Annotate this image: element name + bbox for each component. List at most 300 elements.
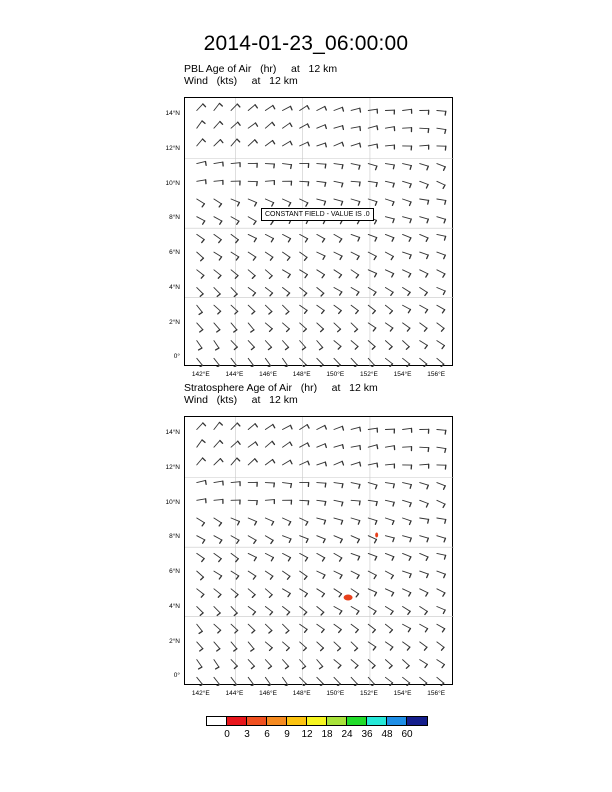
wind-barb [317,323,324,332]
wind-barb [317,642,324,651]
wind-barb [265,105,274,110]
wind-barb [351,288,359,296]
lat-tick-label: 2°N [169,318,180,326]
wind-barb [214,305,221,314]
wind-barb [334,181,343,187]
wind-barb [420,110,429,114]
wind-barb [368,553,376,560]
wind-barb [420,128,429,132]
wind-barb [403,288,411,296]
wind-barb [214,358,220,367]
wind-barb [334,126,343,130]
wind-barb [197,571,204,580]
lat-tick-label: 10°N [165,498,180,506]
wind-barb [351,234,359,241]
colorbar-box [267,717,287,725]
wind-barb [437,660,445,668]
wind-barb [283,589,291,597]
lon-tick-label: 146°E [259,371,277,378]
wind-barb [300,106,309,111]
wind-barb [420,553,428,560]
wind-barb [403,109,412,113]
wind-barb [334,483,343,488]
wind-barb [334,461,344,465]
wind-barb [317,341,323,350]
wind-barb [300,124,309,128]
wind-barb [283,500,292,504]
wind-barb [368,181,377,186]
wind-barb [197,440,205,447]
wind-barb [317,462,326,466]
wind-barb [437,234,446,240]
wind-barb [248,217,256,225]
colorbar-box [367,717,387,725]
wind-barb [214,288,220,297]
wind-barb [197,323,203,332]
wind-barb [351,199,360,205]
wind-barb [420,677,427,685]
wind-barb [231,323,237,332]
wind-barb [385,446,394,450]
wind-barb [317,143,326,147]
wind-barb [420,447,429,451]
wind-barb [368,288,376,296]
wind-barb [368,234,376,241]
wind-barb [265,164,274,168]
wind-barb [214,323,220,332]
wind-barb [283,624,289,633]
wind-barb [420,270,428,277]
wind-barb [317,500,326,505]
wind-barb [368,358,374,367]
wind-barb [351,305,358,313]
wind-barbs [197,103,446,367]
wind-barb [385,199,394,205]
wind-barb [300,553,308,561]
wind-barb [231,341,237,350]
wind-barb [351,483,360,489]
lon-tick-label: 152°E [360,690,378,697]
wind-barb [265,536,273,544]
wind-barb [368,624,375,632]
colorbar-box [247,717,267,725]
wind-barb [317,305,324,313]
wind-barb [197,252,204,261]
lon-tick-label: 152°E [360,371,378,378]
wind-barb [385,127,394,131]
wind-barb [248,140,257,146]
wind-barb [283,642,290,651]
wind-barb [265,500,274,504]
wind-barb [385,571,393,579]
wind-barb [334,107,343,111]
wind-barb [300,443,309,447]
wind-barb [334,199,343,205]
wind-barb [283,553,291,560]
wind-barb [351,624,358,632]
wind-barb [351,341,358,350]
wind-barb [231,234,238,242]
panel1-title-line1: PBL Age of Air (hr) at 12 km [184,63,338,75]
wind-barb [283,536,291,543]
wind-barb [351,446,360,450]
wind-barb [248,234,256,241]
wind-barb [385,429,394,433]
wind-barb [248,341,254,350]
wind-barb [317,660,323,669]
wind-barb [248,323,254,332]
wind-barb [300,288,307,296]
panel1-map [184,97,453,366]
wind-barb [437,199,446,204]
wind-barb [231,660,237,669]
wind-barb [385,145,394,149]
wind-barb [334,305,341,313]
wind-barb [265,323,272,332]
wind-barb [385,234,393,241]
wind-barb [351,553,359,560]
wind-barb [214,180,223,184]
wind-barb [265,441,274,447]
wind-barb [368,660,375,669]
wind-barb [437,483,445,490]
colorbar [206,716,428,726]
colorbar-box [407,717,427,725]
wind-barb [403,518,412,524]
wind-barb [197,518,205,526]
colorbar-box [347,717,367,725]
wind-barb [197,589,204,597]
wind-barb [283,341,289,350]
wind-barb [351,108,360,112]
wind-barb [437,288,445,295]
wind-barb [248,607,255,615]
wind-barb [283,425,292,429]
wind-barb [265,607,272,615]
wind-barb [231,536,239,544]
wind-barb [437,181,445,188]
wind-barb [300,571,307,579]
lon-tick-label: 148°E [292,371,311,378]
wind-barb [317,571,325,578]
wind-barb [437,270,445,277]
wind-barb [265,571,272,579]
wind-barb [283,270,291,278]
panel2-svg [185,417,454,686]
colorbar-label: 48 [381,729,393,740]
wind-barb [248,442,257,447]
wind-barb [351,358,357,367]
colorbar-box [307,717,327,725]
wind-barb [197,423,206,430]
lat-tick-label: 8°N [169,533,180,541]
wind-barb [265,677,270,686]
wind-barb [300,483,309,487]
wind-barb [437,571,445,578]
wind-barb [197,180,206,184]
colorbar-label: 24 [341,729,353,740]
wind-barb [283,518,291,525]
wind-barb [437,128,446,133]
wind-barb [368,571,376,578]
wind-barb [385,677,392,685]
lon-tick-label: 156°E [427,690,446,697]
panel2-title-line1: Stratosphere Age of Air (hr) at 12 km [184,382,378,394]
wind-barb [403,234,411,241]
main-title: 2014-01-23_06:00:00 [203,32,409,55]
wind-barb [385,536,394,542]
wind-barb [437,429,446,434]
wind-barb [214,571,222,579]
wind-barb [351,571,359,578]
panel2-title-line2: Wind (kts) at 12 km [184,394,298,406]
wind-barb [420,536,429,542]
wind-barb [334,660,341,668]
wind-barb [214,607,220,616]
wind-barb [248,270,255,279]
wind-barb [317,270,325,278]
wind-barb [437,217,446,223]
wind-barb [403,428,412,432]
lon-tick-label: 154°E [393,371,412,378]
wind-barb [317,234,325,242]
wind-barb [334,426,343,430]
wind-barb [300,589,308,597]
wind-barb [265,341,271,350]
wind-barb [248,660,254,669]
wind-barb [351,518,360,524]
wind-barb [420,358,427,366]
wind-barb [300,305,307,313]
panel2-map [184,416,453,685]
wind-barb [300,323,307,332]
wind-barb [368,589,376,596]
wind-barb [197,480,206,484]
wind-barb [300,164,309,168]
wind-barb [334,445,343,449]
wind-barb [385,589,393,596]
wind-barb [403,500,412,506]
wind-barb [300,142,310,146]
wind-barb [300,642,307,651]
wind-barb [420,181,428,188]
wind-barb [368,270,376,277]
wind-barb [317,624,324,632]
wind-barb [385,181,394,187]
wind-barb [317,252,325,259]
wind-barb [197,536,205,543]
wind-barb [334,553,342,561]
wind-barb [265,181,274,185]
colorbar-box [227,717,247,725]
wind-barb [403,323,410,331]
wind-barb [420,234,428,241]
wind-barb [317,444,327,448]
wind-barb [317,518,326,524]
wind-barb [283,442,292,447]
wind-barb [420,483,429,489]
lat-tick-label: 12°N [165,464,180,472]
colorbar-label: 9 [284,729,290,740]
wind-barb [300,607,307,615]
wind-barb [197,341,202,350]
wind-barb [265,589,272,598]
wind-barb [248,677,253,686]
wind-barb [265,459,274,464]
wind-barb [420,305,428,313]
wind-barb [351,270,358,278]
wind-barb [214,422,222,429]
colorbar-box [207,717,227,725]
wind-barb [248,624,255,633]
wind-barb [283,358,288,367]
wind-barb [265,199,273,206]
wind-barb [265,288,272,296]
wind-barb [351,164,360,170]
wind-barb [420,589,428,596]
wind-barb [231,252,239,260]
wind-barb [351,143,360,147]
wind-barb [231,642,237,651]
wind-barb [334,536,342,543]
wind-barb [385,288,393,296]
wind-barb [420,429,429,433]
lon-tick-label: 150°E [326,690,345,697]
wind-barb [248,518,256,525]
panel1-title-line2: Wind (kts) at 12 km [184,75,298,87]
wind-barb [368,536,376,543]
wind-barb [403,483,412,489]
wind-barb [248,199,256,206]
wind-barb [248,571,256,579]
wind-barb [231,624,238,633]
wind-barb [283,483,292,488]
wind-barb [283,252,290,260]
wind-barb [420,199,429,204]
wind-barb [368,607,376,615]
wind-barb [283,571,290,579]
wind-barb [317,589,325,597]
wind-barb [300,500,309,504]
wind-barb [334,270,342,278]
wind-barb [214,140,223,146]
wind-barb [197,139,206,146]
wind-barb [385,660,392,669]
wind-barb [248,589,255,598]
wind-barb [214,481,223,485]
wind-barb [420,624,428,632]
wind-barb [265,358,270,367]
wind-barb [403,358,410,366]
wind-barb [420,607,428,615]
wind-barb [351,642,357,651]
wind-barb [403,571,412,577]
wind-barb [403,607,411,615]
wind-barb [317,181,326,186]
lat-tick-label: 14°N [165,110,180,118]
wind-barb [403,270,411,277]
wind-barb [248,181,257,185]
wind-barb [403,164,412,170]
wind-barb [368,677,374,686]
wind-barb [403,146,412,150]
wind-barb [317,288,324,296]
wind-barb [437,358,444,367]
colorbar-label: 12 [301,729,313,740]
wind-barb [385,518,394,524]
wind-barb [265,270,272,279]
lon-tick-label: 142°E [191,371,210,378]
wind-barb [351,252,359,259]
wind-barb [334,323,341,332]
wind-barb [437,341,445,349]
wind-barb [265,660,271,669]
wind-barb [385,464,394,468]
wind-barb [214,677,220,686]
lat-tick-label: 0° [173,353,180,361]
wind-barb [214,121,223,128]
colorbar-label: 0 [224,729,230,740]
wind-barb [334,624,341,632]
wind-barb [437,252,445,259]
wind-barb [283,199,291,206]
wind-barb [283,234,291,241]
wind-barb [214,536,222,544]
wind-barb [403,252,412,258]
panel1-svg [185,98,454,367]
wind-barb [248,536,256,544]
wind-barb [368,642,375,650]
lat-tick-label: 12°N [165,145,180,153]
wind-barb [385,642,392,650]
wind-barb [317,164,326,168]
wind-barb [420,642,427,650]
wind-barb [231,217,239,225]
wind-barb [368,518,377,524]
wind-barb [437,465,446,469]
wind-barb [403,660,410,669]
wind-barb [437,518,446,523]
wind-barb [403,642,410,650]
lon-tick-label: 144°E [225,371,244,378]
wind-barbs [197,422,446,686]
wind-barb [214,234,221,242]
lat-tick-label: 10°N [165,179,180,187]
wind-barb [197,499,206,503]
wind-barb [403,447,412,451]
wind-barb [265,122,274,128]
grid-lines [185,98,454,367]
wind-barb [317,199,326,205]
wind-barb [334,164,343,169]
wind-barb [265,234,273,241]
wind-barb [351,181,360,186]
lat-tick-label: 6°N [169,568,180,576]
wind-barb [197,305,203,314]
wind-barb [317,483,326,487]
age-of-air-contour [344,594,353,600]
wind-barb [403,677,410,685]
wind-barb [214,440,223,447]
wind-barb [403,128,412,132]
wind-barb [283,305,289,314]
wind-barb [403,553,411,560]
wind-barb [437,624,445,632]
wind-barb [334,142,344,146]
wind-barb [214,499,223,503]
wind-barb [351,589,358,597]
wind-barb [214,199,222,207]
